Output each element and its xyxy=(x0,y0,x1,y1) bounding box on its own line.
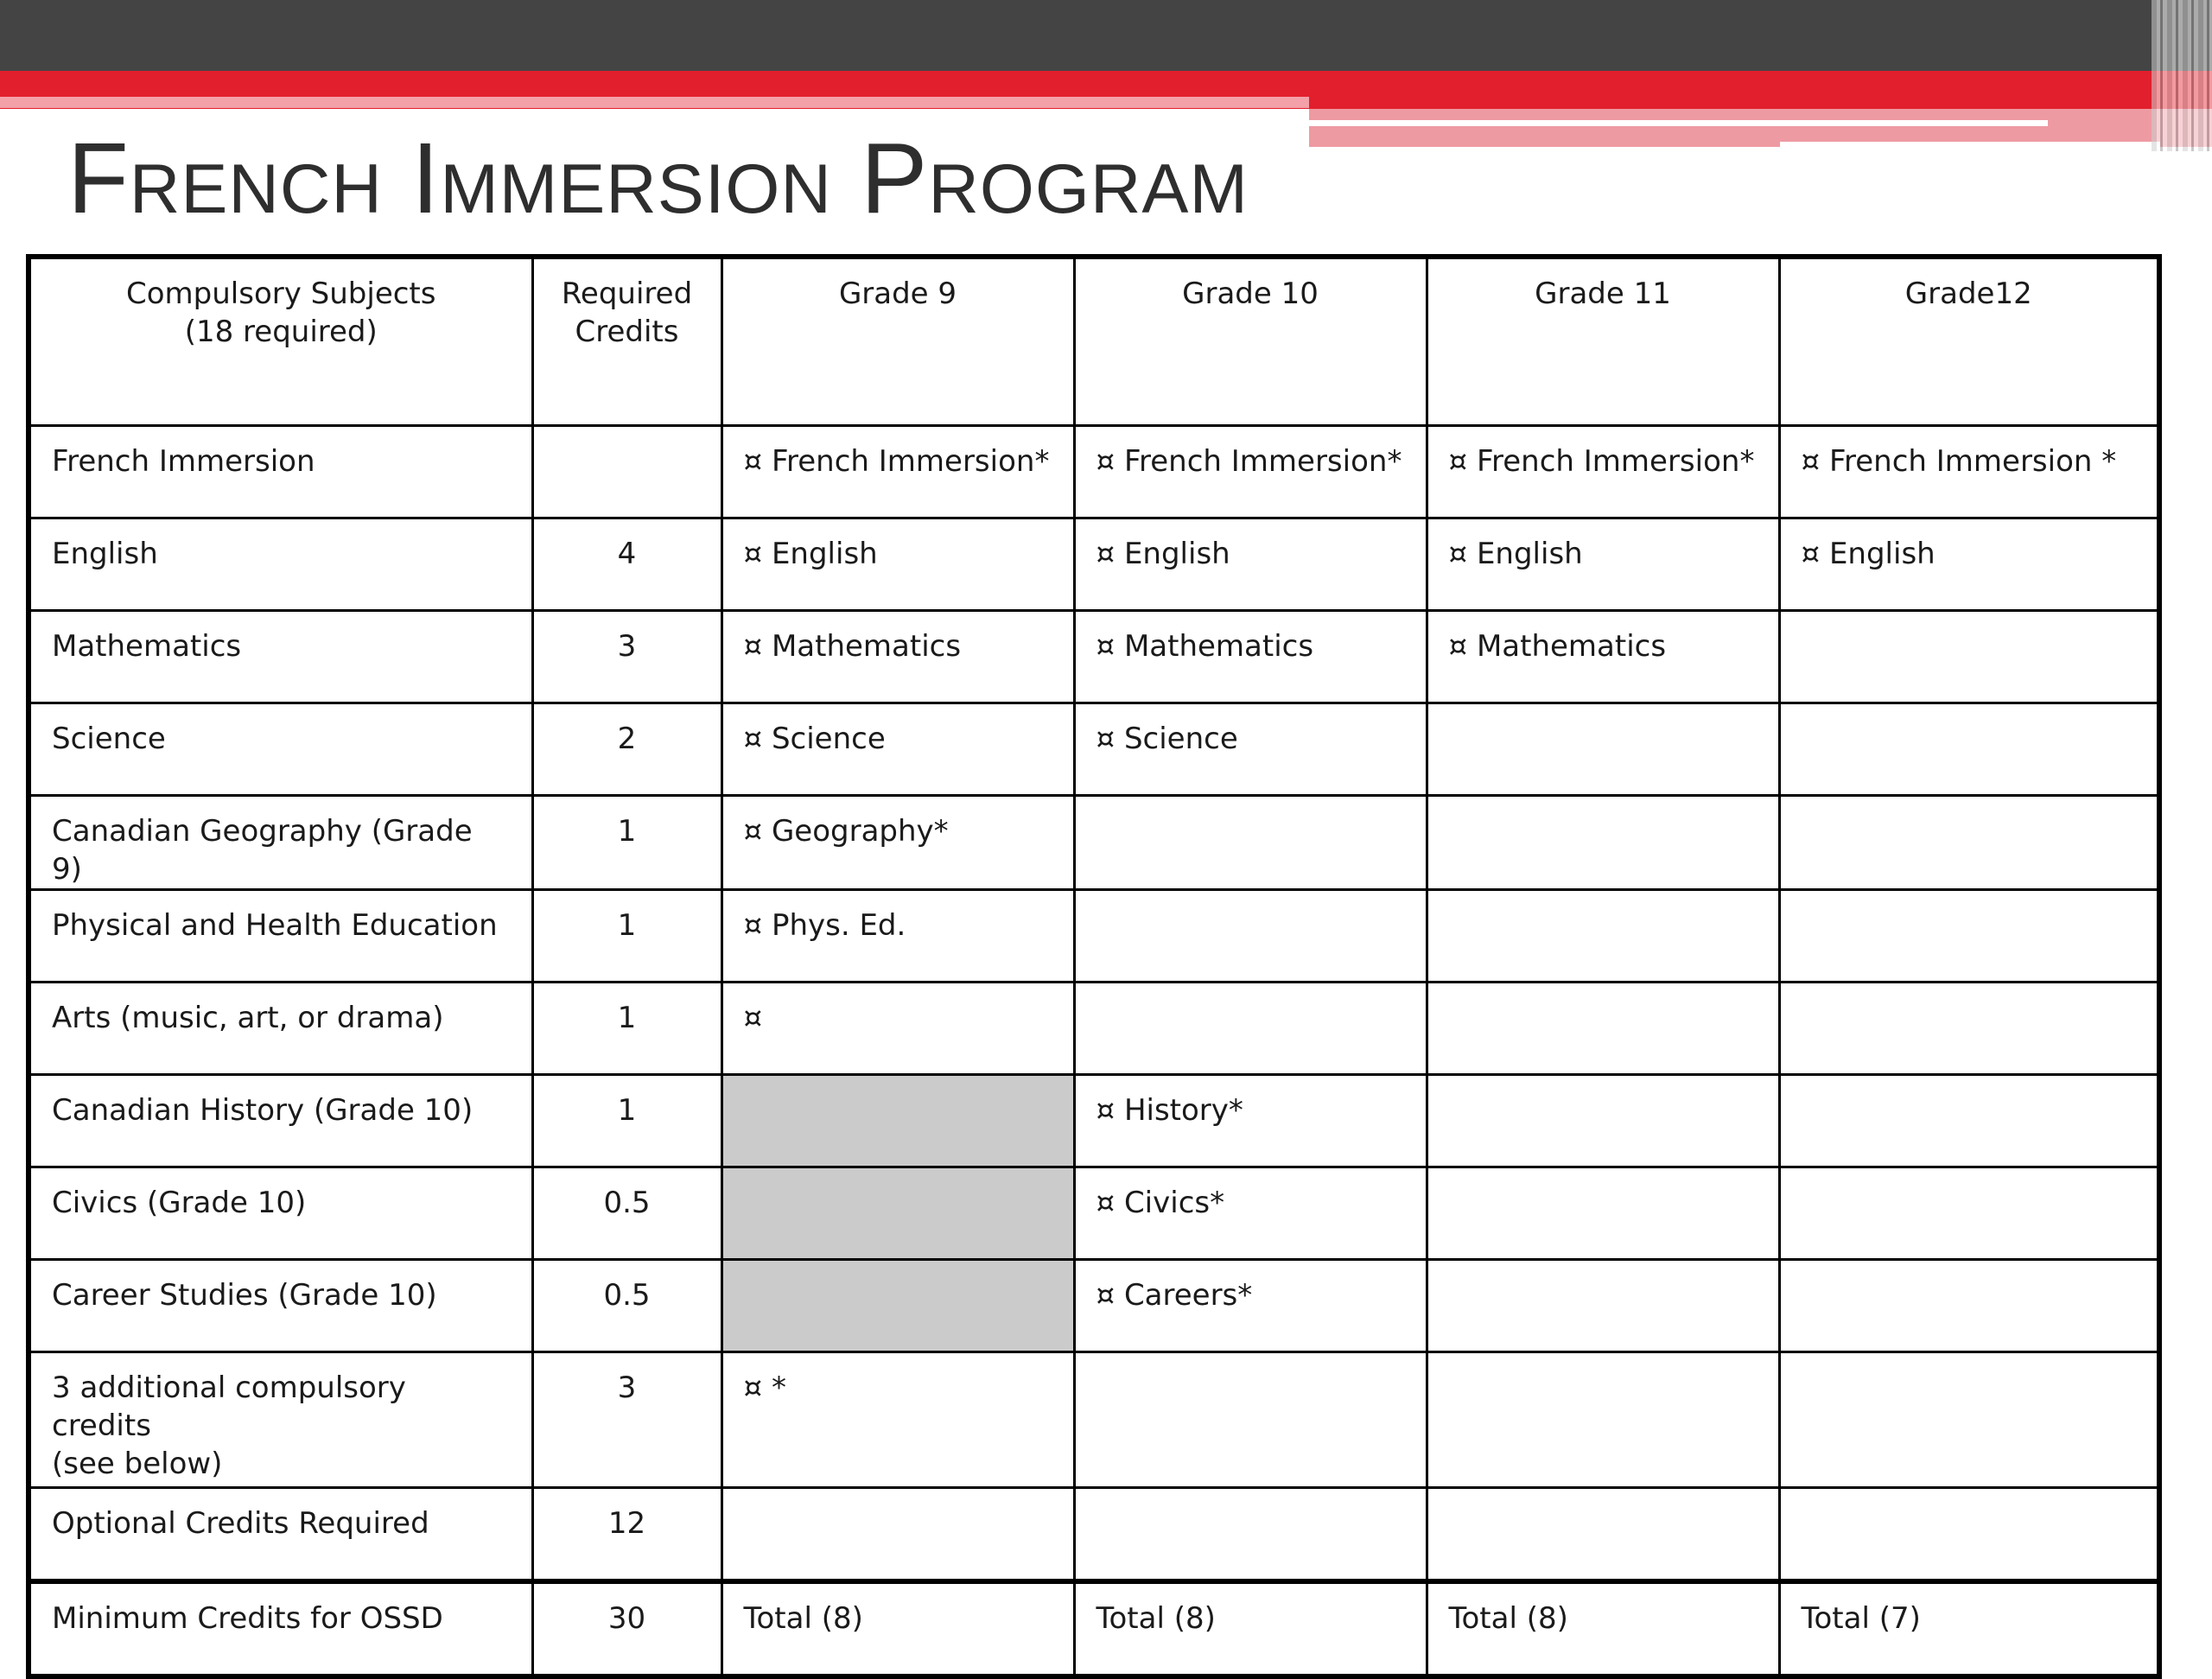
grade-10-cell: ¤ History* xyxy=(1074,1075,1427,1167)
table-row xyxy=(29,1167,2159,1260)
table-row xyxy=(29,426,2159,518)
grade-11-cell xyxy=(1427,1167,1779,1260)
table-row xyxy=(29,983,2159,1075)
header-edge-lines xyxy=(2152,0,2212,151)
credits-cell: 1 xyxy=(532,796,721,890)
grade-12-cell xyxy=(1779,1260,2159,1352)
grade-12-cell xyxy=(1779,890,2159,983)
grade-12-cell xyxy=(1779,796,2159,890)
grade-11-cell: ¤ Mathematics xyxy=(1427,611,1779,703)
subject-cell: Minimum Credits for OSSD xyxy=(29,1581,532,1676)
grade-9-cell: ¤ English xyxy=(721,518,1074,611)
grade-12-cell xyxy=(1779,611,2159,703)
grade-9-cell: ¤ * xyxy=(721,1352,1074,1488)
credits-cell: 3 xyxy=(532,1352,721,1488)
grade-10-cell xyxy=(1074,1352,1427,1488)
header-credits: Required Credits xyxy=(532,257,721,426)
grade-10-cell: ¤ French Immersion* xyxy=(1074,426,1427,518)
table-row xyxy=(29,1075,2159,1167)
credits-cell: 0.5 xyxy=(532,1260,721,1352)
grade-9-cell: ¤ Mathematics xyxy=(721,611,1074,703)
table-row xyxy=(29,518,2159,611)
grade-10-cell: ¤ English xyxy=(1074,518,1427,611)
grade-9-cell: ¤ xyxy=(721,983,1074,1075)
table-row xyxy=(29,796,2159,890)
grade-12-cell xyxy=(1779,703,2159,796)
grade-11-cell xyxy=(1427,1075,1779,1167)
credits-cell: 30 xyxy=(532,1581,721,1676)
grade-12-cell xyxy=(1779,1167,2159,1260)
subject-cell: Mathematics xyxy=(29,611,532,703)
grade-11-cell xyxy=(1427,703,1779,796)
total-row xyxy=(29,1581,2159,1676)
grade-12-cell xyxy=(1779,983,2159,1075)
subject-cell: Career Studies (Grade 10) xyxy=(29,1260,532,1352)
grade-9-cell xyxy=(721,1488,1074,1582)
grade-9-total: Total (8) xyxy=(721,1581,1074,1676)
grade-11-cell: ¤ English xyxy=(1427,518,1779,611)
grade-12-cell xyxy=(1779,1488,2159,1582)
grade-9-cell: ¤ French Immersion* xyxy=(721,426,1074,518)
grade-11-cell: ¤ French Immersion* xyxy=(1427,426,1779,518)
grade-9-cell-shaded xyxy=(721,1260,1074,1352)
credits-cell: 1 xyxy=(532,983,721,1075)
table-row xyxy=(29,1260,2159,1352)
header-white-stripe-lower xyxy=(1780,142,2160,147)
grade-10-cell: ¤ Mathematics xyxy=(1074,611,1427,703)
credits-cell: 4 xyxy=(532,518,721,611)
subject-cell: Canadian History (Grade 10) xyxy=(29,1075,532,1167)
grade-11-cell xyxy=(1427,890,1779,983)
header-grade-12: Grade12 xyxy=(1779,257,2159,426)
header-pink-stripe xyxy=(0,97,1309,108)
grade-12-cell: ¤ French Immersion * xyxy=(1779,426,2159,518)
subject-cell: Civics (Grade 10) xyxy=(29,1167,532,1260)
subject-cell: Arts (music, art, or drama) xyxy=(29,983,532,1075)
header-grade-10: Grade 10 xyxy=(1074,257,1427,426)
grade-10-cell: ¤ Science xyxy=(1074,703,1427,796)
credits-cell xyxy=(532,426,721,518)
grade-10-cell: ¤ Civics* xyxy=(1074,1167,1427,1260)
grade-12-total: Total (7) xyxy=(1779,1581,2159,1676)
grade-10-total: Total (8) xyxy=(1074,1581,1427,1676)
subject-cell: English xyxy=(29,518,532,611)
grade-10-cell xyxy=(1074,796,1427,890)
grade-10-cell xyxy=(1074,890,1427,983)
table-row xyxy=(29,611,2159,703)
grade-10-cell xyxy=(1074,983,1427,1075)
table-row xyxy=(29,890,2159,983)
grade-9-cell: ¤ Phys. Ed. xyxy=(721,890,1074,983)
subject-cell: 3 additional compulsory credits (see below) xyxy=(29,1352,532,1488)
subject-cell: Science xyxy=(29,703,532,796)
subject-cell: Canadian Geography (Grade 9) xyxy=(29,796,532,890)
grade-11-cell xyxy=(1427,1260,1779,1352)
grade-11-cell xyxy=(1427,796,1779,890)
grade-10-cell xyxy=(1074,1488,1427,1582)
subject-cell: Optional Credits Required xyxy=(29,1488,532,1582)
header-white-stripe xyxy=(1309,120,2048,126)
subject-cell: Physical and Health Education xyxy=(29,890,532,983)
header-dark-bar xyxy=(0,0,2212,71)
grade-9-cell: ¤ Science xyxy=(721,703,1074,796)
grade-11-cell xyxy=(1427,1352,1779,1488)
grade-12-cell xyxy=(1779,1075,2159,1167)
credits-table xyxy=(26,254,2162,1679)
grade-9-cell-shaded xyxy=(721,1075,1074,1167)
grade-12-cell xyxy=(1779,1352,2159,1488)
credits-cell: 2 xyxy=(532,703,721,796)
credits-cell: 3 xyxy=(532,611,721,703)
credits-cell: 0.5 xyxy=(532,1167,721,1260)
grade-12-cell: ¤ English xyxy=(1779,518,2159,611)
credits-cell: 12 xyxy=(532,1488,721,1582)
subject-cell: French Immersion xyxy=(29,426,532,518)
credits-cell: 1 xyxy=(532,890,721,983)
grade-10-cell: ¤ Careers* xyxy=(1074,1260,1427,1352)
grade-11-total: Total (8) xyxy=(1427,1581,1779,1676)
grade-11-cell xyxy=(1427,983,1779,1075)
credits-cell: 1 xyxy=(532,1075,721,1167)
table-row xyxy=(29,1488,2159,1582)
table-row xyxy=(29,1352,2159,1488)
grade-9-cell: ¤ Geography* xyxy=(721,796,1074,890)
slide-title: French Immersion Program xyxy=(67,122,1249,234)
grade-11-cell xyxy=(1427,1488,1779,1582)
table-row xyxy=(29,703,2159,796)
table-header-row xyxy=(29,257,2159,426)
grade-9-cell-shaded xyxy=(721,1167,1074,1260)
header-grade-9: Grade 9 xyxy=(721,257,1074,426)
header-grade-11: Grade 11 xyxy=(1427,257,1779,426)
header-subjects: Compulsory Subjects (18 required) xyxy=(29,257,532,426)
